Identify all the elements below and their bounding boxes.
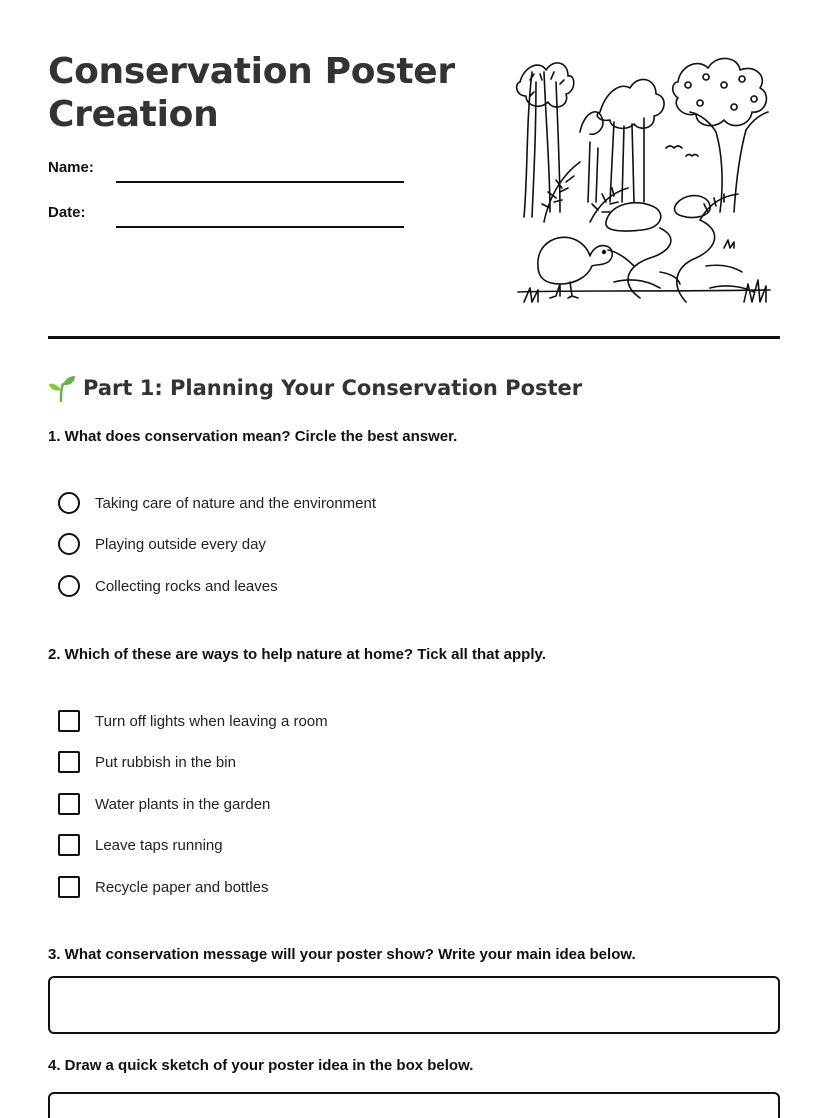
section-heading-part1 — [48, 374, 582, 402]
q1-option-3[interactable] — [58, 575, 278, 597]
header-divider — [48, 336, 780, 339]
option-label: Recycle paper and bottles — [95, 878, 269, 896]
checkbox[interactable] — [58, 876, 80, 898]
q2-option-1[interactable] — [58, 710, 328, 732]
radio-circle[interactable] — [58, 575, 80, 597]
checkbox[interactable] — [58, 834, 80, 856]
option-label: Taking care of nature and the environment — [95, 494, 377, 512]
checkbox[interactable] — [58, 710, 80, 732]
name-line[interactable] — [116, 181, 404, 183]
option-label: Collecting rocks and leaves — [95, 577, 278, 595]
radio-circle[interactable] — [58, 492, 80, 514]
date-label: Date: — [48, 204, 86, 221]
seedling-icon — [48, 374, 76, 402]
checkbox[interactable] — [58, 793, 80, 815]
q2-option-3[interactable] — [58, 793, 270, 815]
name-label: Name: — [48, 159, 94, 176]
question-4: 4. Draw a quick sketch of your poster idea in the box below. — [48, 1057, 474, 1074]
q1-option-1[interactable] — [58, 492, 376, 514]
page-title: Conservation Poster Creation — [48, 51, 455, 135]
option-label: Turn off lights when leaving a room — [95, 712, 328, 730]
q1-option-2[interactable] — [58, 533, 266, 555]
option-label: Water plants in the garden — [95, 795, 271, 813]
q2-option-4[interactable] — [58, 834, 223, 856]
q2-option-2[interactable] — [58, 751, 236, 773]
checkbox[interactable] — [58, 751, 80, 773]
main-idea-answer-box[interactable] — [48, 976, 780, 1034]
option-label: Playing outside every day — [95, 535, 266, 553]
option-label: Put rubbish in the bin — [95, 753, 236, 771]
sketch-box[interactable] — [48, 1092, 780, 1118]
option-label: Leave taps running — [95, 836, 223, 854]
question-1: 1. What does conservation mean? Circle the best answer. — [48, 428, 458, 445]
q2-option-5[interactable] — [58, 876, 268, 898]
section-heading-text: Part 1: Planning Your Conservation Poster — [83, 376, 583, 400]
radio-circle[interactable] — [58, 533, 80, 555]
date-line[interactable] — [116, 226, 404, 228]
question-3: 3. What conservation message will your poster show? Write your main idea below. — [48, 946, 636, 963]
question-2: 2. Which of these are ways to help nature at home? Tick all that apply. — [48, 646, 546, 663]
forest-stream-kiwi-illustration — [510, 52, 776, 308]
